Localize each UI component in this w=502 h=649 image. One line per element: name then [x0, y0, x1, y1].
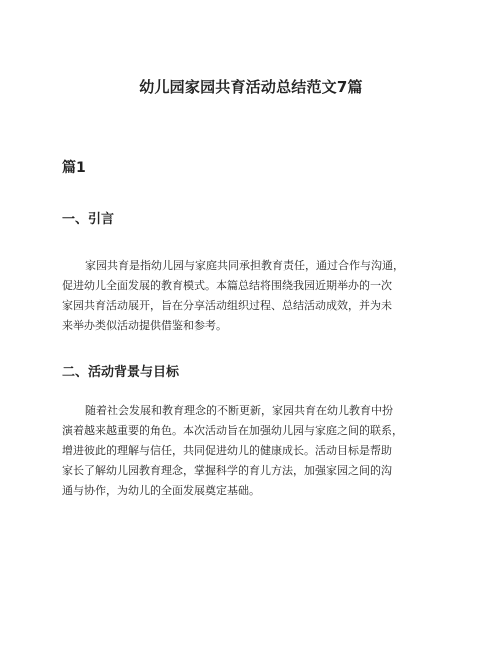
paragraph-line: 来举办类似活动提供借鉴和参考。 [62, 319, 227, 332]
paragraph-line: 增进彼此的理解与信任，共同促进幼儿的健康成长。活动目标是帮助 [62, 444, 392, 457]
document-title: 幼儿园家园共育活动总结范文7篇 [139, 78, 363, 96]
paragraph-line: 家园共育活动展开，旨在分享活动组织过程、总结活动成效，并为未 [62, 299, 392, 312]
paragraph-line: 随着社会发展和教育理念的不断更新，家园共育在幼儿教育中扮 [85, 404, 393, 417]
section-paragraph-background-goals [62, 401, 442, 501]
paragraph-line: 家园共育是指幼儿园与家庭共同承担教育责任，通过合作与沟通， [85, 259, 404, 272]
paragraph-line: 演着越来越重要的角色。本次活动旨在加强幼儿园与家庭之间的联系， [62, 424, 403, 437]
paragraph-line: 通与协作，为幼儿的全面发展奠定基础。 [62, 484, 260, 497]
paragraph-line: 家长了解幼儿园教育理念，掌握科学的育儿方法，加强家园之间的沟 [62, 464, 392, 477]
paragraph-line: 促进幼儿全面发展的教育模式。本篇总结将围绕我园近期举办的一次 [62, 279, 392, 292]
section-paragraph-introduction [62, 256, 442, 336]
section-heading-background-goals: 二、活动背景与目标 [62, 365, 180, 380]
part-heading: 篇1 [62, 160, 86, 176]
section-heading-introduction: 一、引言 [62, 212, 115, 227]
